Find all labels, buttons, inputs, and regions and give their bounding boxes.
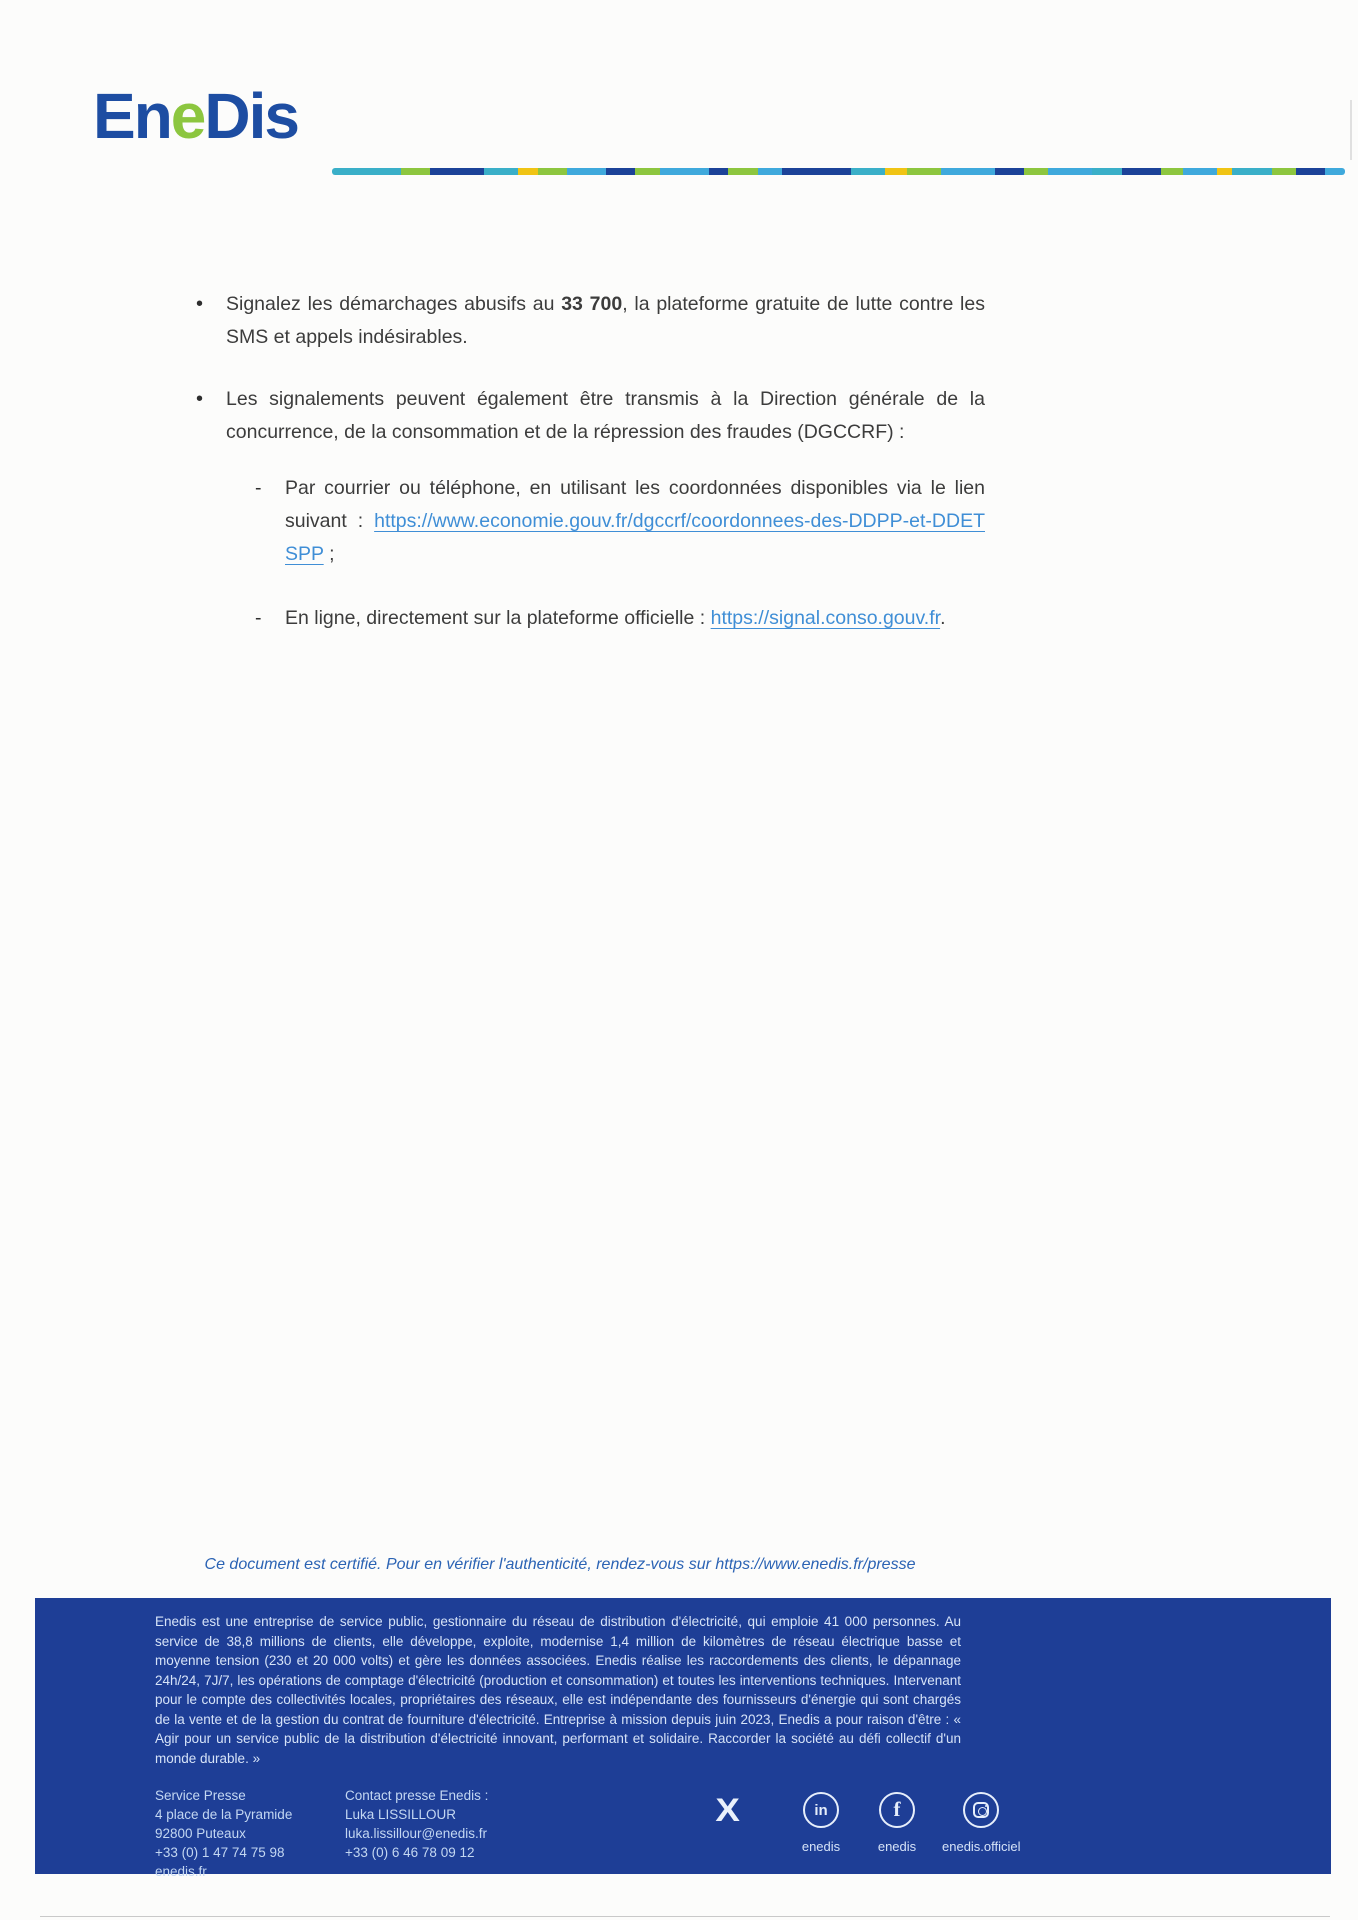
bullet-dot: • xyxy=(196,293,204,315)
bullet1-text xyxy=(226,288,985,354)
link-signal-conso[interactable]: https://signal.conso.gouv.fr xyxy=(710,607,941,629)
press-office-address1: 4 place de la Pyramide xyxy=(155,1807,293,1822)
sub-item-courrier xyxy=(255,472,985,571)
press-office-address2: 92800 Puteaux xyxy=(155,1826,246,1841)
logo-text-green-e: e xyxy=(170,80,205,152)
bullet-dot: • xyxy=(196,388,204,410)
press-office-block xyxy=(155,1786,345,1881)
scan-artifact-edge xyxy=(1350,100,1352,160)
bullet1-post: , la plateforme gratuite de lutte contre les SMS et appels indésirables. xyxy=(226,293,985,348)
social-instagram[interactable] xyxy=(942,1792,1021,1856)
press-contact-block xyxy=(345,1786,580,1881)
bullet-item-signalements xyxy=(196,383,985,449)
instagram-icon[interactable] xyxy=(963,1792,999,1828)
linkedin-glyph: in xyxy=(814,1801,828,1819)
certification-note: Ce document est certifié. Pour en vérifier l'authenticité, rendez-vous sur https://www.enedis.fr/presse xyxy=(204,1556,916,1573)
sub2-post: . xyxy=(940,607,946,629)
press-office-title: Service Presse xyxy=(155,1788,246,1803)
body-content xyxy=(196,288,985,666)
scan-artifact-line xyxy=(40,1916,1330,1917)
facebook-icon[interactable] xyxy=(879,1792,915,1828)
facebook-label: enedis xyxy=(877,1839,917,1854)
social-x[interactable] xyxy=(708,1792,748,1837)
sub2-text xyxy=(285,602,985,635)
sub1-pre: Par courrier ou téléphone, en utilisant les coordonnées disponibles via le lien suivant : xyxy=(285,477,985,532)
logo-text-blue-2: Dis xyxy=(204,80,298,152)
press-contact-name: Luka LISSILLOUR xyxy=(345,1807,457,1822)
bullet1-number-33700: 33 700 xyxy=(561,293,623,315)
bullet2-text: Les signalements peuvent également être transmis à la Direction générale de la concurrence, de la consommation et de la répression des fraudes (DGCCRF) : xyxy=(226,388,985,443)
press-contact-email[interactable]: luka.lissillour@enedis.fr xyxy=(345,1826,488,1841)
brand-divider-line xyxy=(332,168,1345,175)
linkedin-icon[interactable] xyxy=(803,1792,839,1828)
sub1-text xyxy=(285,472,985,571)
sub-item-en-ligne xyxy=(255,602,985,635)
x-icon[interactable]: X xyxy=(715,1792,741,1828)
linkedin-label: enedis xyxy=(801,1839,841,1854)
bullet1-pre: Signalez les démarchages abusifs au xyxy=(226,293,562,315)
social-facebook[interactable] xyxy=(866,1792,928,1856)
social-linkedin[interactable] xyxy=(790,1792,852,1856)
dash-marker: - xyxy=(255,477,262,499)
link-economie-gouv[interactable]: https://www.economie.gouv.fr/dgccrf/coordonnees-des-DDPP-et-DDETSPP xyxy=(285,510,985,565)
social-links xyxy=(708,1792,1035,1881)
press-contact-title: Contact presse Enedis : xyxy=(345,1788,489,1803)
footer-contacts xyxy=(155,1786,1331,1881)
press-office-website[interactable]: enedis.fr xyxy=(155,1864,207,1879)
footer-about-text: Enedis est une entreprise de service public, gestionnaire du réseau de distribution d'électricité, qui emploie 41 000 personnes. Au service de 38,8 millions de clients, elle développe, exploite, modernise 1,4 million de kilomètres de réseau électrique basse et moyenne tension (230 et 20 000 volts) et gère les données associées. Enedis réalise les raccordements des clients, le dépannage 24h/24, 7J/7, les opérations de comptage d'électricité (production et consommation) et toutes les interventions techniques. Intervenant pour le compte des collectivités locales, propriétaires des réseaux, elle est indépendante des fournisseurs d'énergie qui sont chargés de la vente et de la gestion du contrat de fourniture d'électricité. Entreprise à mission depuis juin 2023, Enedis a pour raison d'être : « Agir pour un service public de la distribution d'électricité innovant, performant et solidaire. Raccorder la société au défi collectif d'un monde durable. » xyxy=(155,1614,961,1766)
sub1-post: ; xyxy=(323,543,335,565)
instagram-label: enedis.officiel xyxy=(942,1839,1021,1854)
press-contact-phone: +33 (0) 6 46 78 09 12 xyxy=(345,1845,475,1860)
dash-marker: - xyxy=(255,607,262,629)
enedis-logo xyxy=(93,80,298,152)
footer-panel xyxy=(35,1598,1331,1879)
facebook-glyph: f xyxy=(893,1796,901,1821)
sub2-pre: En ligne, directement sur la plateforme officielle : xyxy=(285,607,711,629)
bullet-item-signalez xyxy=(196,288,985,354)
press-office-phone: +33 (0) 1 47 74 75 98 xyxy=(155,1845,285,1860)
logo-text-blue-1: En xyxy=(93,80,171,152)
